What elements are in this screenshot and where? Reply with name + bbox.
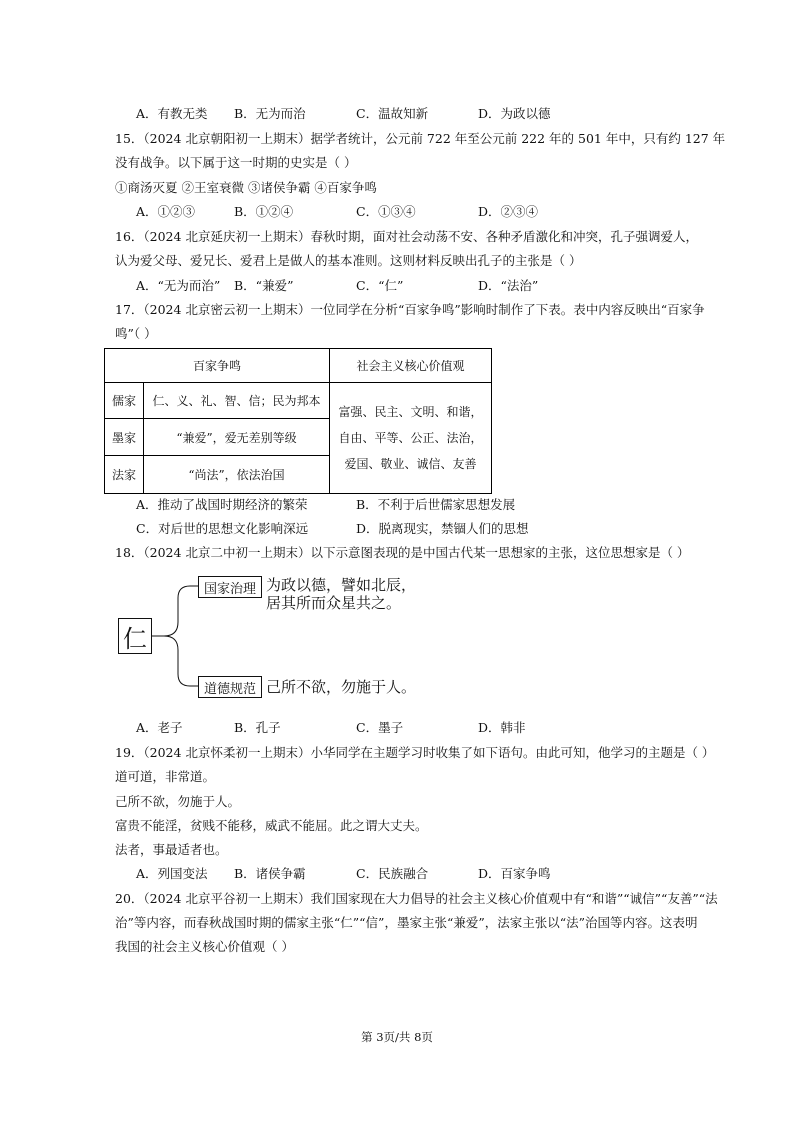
q17-option-d: D．脱离现实，禁锢人们的思想 — [356, 521, 529, 536]
table-row-content-3: “尚法”，依法治国 — [188, 468, 285, 482]
q15-option-b: B．①②④ — [234, 204, 294, 219]
q18-diagram — [118, 574, 438, 704]
q19-option-a: A．列国变法 — [136, 866, 208, 881]
q14-option-a: A．有教无类 — [136, 106, 208, 121]
q19-option-b: B．诸侯争霸 — [234, 866, 306, 881]
q19-option-c: C．民族融合 — [356, 866, 429, 881]
q18-option-d: D．韩非 — [478, 720, 526, 735]
q16-option-b: B．“兼爱” — [234, 278, 294, 293]
diagram-top-label-box — [198, 576, 262, 598]
q19-quote-4: 法者，事最适者也。 — [115, 842, 228, 857]
q15-items: ①商汤灭夏 ②王室衰微 ③诸侯争霸 ④百家争鸣 — [115, 180, 377, 195]
q16-text-line1: 16．（2024 北京延庆初一上期末）春秋时期，面对社会动荡不安、各种矛盾激化和冲突，孔子强调爱人， — [115, 229, 698, 244]
q17-text-line2: 鸣”（ ） — [115, 326, 157, 341]
q15-options — [136, 204, 538, 220]
diagram-center-char: 仁 — [123, 624, 147, 653]
q19-quote-1: 道可道，非常道。 — [115, 769, 216, 784]
q19-text-line1: 19．（2024 北京怀柔初一上期末）小华同学在主题学习时收集了如下语句。由此可知，他学习的主题是（ ） — [115, 745, 715, 760]
table-row-school-2: 墨家 — [111, 430, 136, 445]
q18-option-c: C．墨子 — [356, 720, 404, 735]
q19-quote-2: 己所不欲，勿施于人。 — [115, 794, 241, 809]
q16-option-c: C．“仁” — [356, 278, 404, 293]
q18-option-b: B．孔子 — [234, 720, 281, 735]
q14-option-b: B．无为而治 — [234, 106, 306, 121]
q17-option-a: A．推动了战国时期经济的繁荣 — [136, 497, 308, 512]
table-row-school-1: 儒家 — [111, 394, 136, 408]
q17-options-row1 — [136, 497, 515, 513]
q19-option-d: D．百家争鸣 — [478, 866, 551, 881]
q14-options — [136, 106, 551, 122]
q15-text-line2: 没有战争。以下属于这一时期的史实是（ ） — [115, 155, 357, 170]
q16-option-d: D．“法治” — [478, 278, 539, 293]
q17-table — [104, 348, 492, 494]
q20-text-line2: 治”等内容，而春秋战国时期的儒家主张“仁”“信”，墨家主张“兼爱”，法家主张以“法”治国等内容。这表明 — [115, 915, 698, 930]
q15-text-line1: 15．（2024 北京朝阳初一上期末）据学者统计，公元前 722 年至公元前 222 年的 501 年中，只有约 127 年 — [115, 131, 726, 146]
q17-text-line1: 17．（2024 北京密云初一上期末）一位同学在分析“百家争鸣”影响时制作了下表。表中内容反映出“百家争 — [115, 302, 705, 317]
table-row-school-3: 法家 — [111, 468, 136, 482]
diagram-center-box — [118, 618, 152, 654]
table-values-line2: 自由、平等、公正、法治， — [338, 431, 483, 445]
table-row-content-2: “兼爱”，爱无差别等级 — [176, 430, 297, 445]
table-values — [330, 383, 491, 493]
page-footer: 第 3页/共 8页 — [361, 1030, 433, 1044]
q20-text-line3: 我国的社会主义核心价值观（ ） — [115, 939, 294, 954]
diagram-bottom-label: 道德规范 — [203, 681, 256, 697]
q16-option-a: A．“无为而治” — [136, 278, 221, 293]
q17-options-row2 — [136, 521, 529, 537]
diagram-top-text-2: 居其所而众星共之。 — [266, 594, 402, 612]
table-values-line3: 爱国、敬业、诚信、友善 — [344, 457, 477, 471]
q19-options — [136, 866, 551, 882]
q16-options — [136, 278, 538, 294]
table-header-right: 社会主义核心价值观 — [356, 359, 465, 373]
diagram-bottom-label-box — [198, 676, 262, 698]
q14-option-d: D．为政以德 — [478, 106, 551, 121]
table-header-left: 百家争鸣 — [192, 359, 241, 373]
q15-option-a: A．①②③ — [136, 204, 196, 219]
diagram-bottom-text: 己所不欲，勿施于人。 — [266, 678, 417, 696]
diagram-top-label: 国家治理 — [203, 581, 256, 597]
q17-option-b: B．不利于后世儒家思想发展 — [356, 497, 516, 512]
q18-options — [136, 720, 526, 736]
q18-option-a: A．老子 — [136, 720, 183, 735]
q18-text-line1: 18．（2024 北京二中初一上期末）以下示意图表现的是中国古代某一思想家的主张，这位思想家是（ ） — [115, 545, 690, 560]
q19-quote-3: 富贵不能淫，贫贱不能移，威武不能屈。此之谓大丈夫。 — [115, 818, 428, 833]
q16-text-line2: 认为爱父母、爱兄长、爱君上是做人的基本准则。这则材料反映出孔子的主张是（ ） — [115, 253, 582, 268]
table-values-line1: 富强、民主、文明、和谐， — [338, 405, 483, 419]
q14-option-c: C．温故知新 — [356, 106, 429, 121]
table-row-content-1: 仁、义、礼、智、信；民为邦本 — [152, 394, 321, 408]
q15-option-c: C．①③④ — [356, 204, 416, 219]
q17-option-c: C．对后世的思想文化影响深远 — [136, 521, 309, 536]
diagram-top-text-1: 为政以德，譬如北辰， — [266, 576, 417, 594]
q20-text-line1: 20．（2024 北京平谷初一上期末）我们国家现在大力倡导的社会主义核心价值观中有“和谐”“诚信”“友善”“法 — [115, 891, 718, 906]
q15-option-d: D．②③④ — [478, 204, 539, 219]
